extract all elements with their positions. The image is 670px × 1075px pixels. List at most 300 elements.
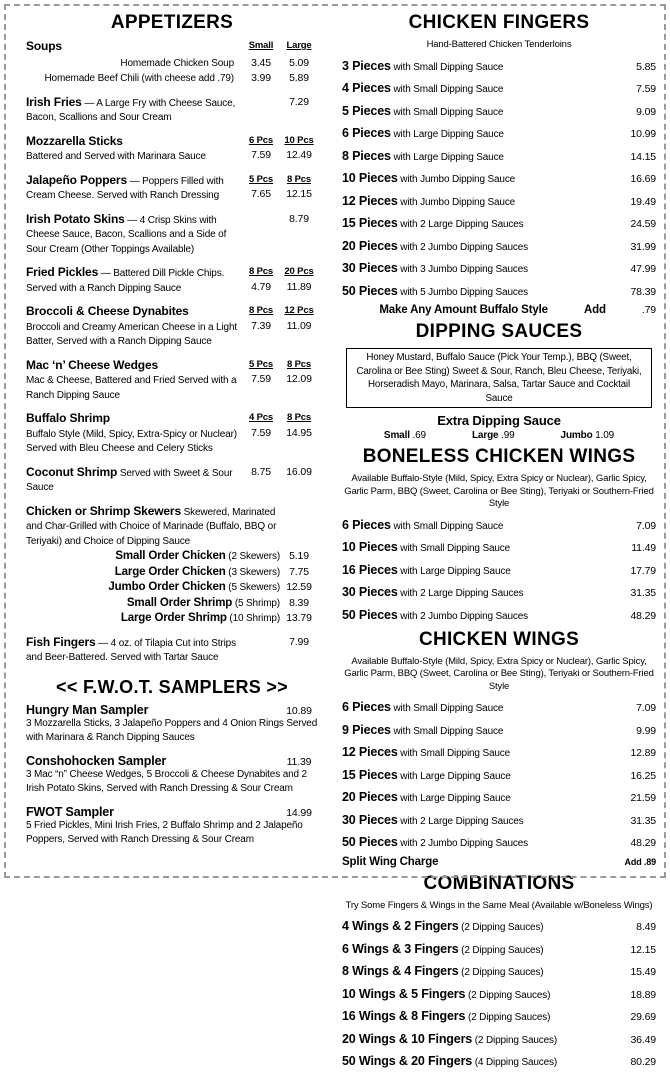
price-grid <box>242 304 318 333</box>
extra-sauce-size: Jumbo <box>560 430 593 441</box>
row-label <box>342 788 511 806</box>
item-price: 11.89 <box>286 280 312 293</box>
row-price: 19.49 <box>630 195 656 208</box>
soup-row <box>26 71 318 87</box>
menu-row <box>342 985 656 1003</box>
row-price: 31.35 <box>630 814 656 827</box>
sampler-item <box>26 703 318 746</box>
menu-row <box>342 192 656 210</box>
row-description: with Large Dipping Sauce <box>390 151 504 163</box>
row-label <box>342 147 504 165</box>
item-price: 12.15 <box>286 188 312 200</box>
row-description: (2 Dipping Sauces) <box>458 967 544 978</box>
row-label <box>342 214 524 232</box>
row-quantity: 3 Pieces <box>342 58 391 73</box>
row-quantity: 50 Pieces <box>342 283 398 298</box>
size-column-header: 8 Pcs <box>248 266 274 277</box>
price-grid <box>242 39 318 54</box>
menu-row <box>342 538 656 556</box>
row-price: 12.89 <box>630 747 656 759</box>
split-wing-price: Add .89 <box>624 856 656 867</box>
chicken-fingers-section <box>342 12 656 316</box>
row-price: 18.89 <box>630 988 656 1001</box>
sampler-row <box>26 805 318 819</box>
row-price: 48.29 <box>630 837 656 849</box>
item-price: 11.09 <box>286 319 312 332</box>
row-price: 15.49 <box>630 966 656 978</box>
menu-row <box>342 102 656 120</box>
skewer-orders <box>26 549 318 627</box>
item-name: Mac ‘n’ Cheese Wedges <box>26 357 159 372</box>
item-price: 14.99 <box>286 806 312 819</box>
item-price: 7.39 <box>251 319 271 332</box>
appetizers-column <box>26 12 318 1075</box>
row-description: (2 Dipping Sauces) <box>472 1034 558 1046</box>
item-price: 11.39 <box>286 755 312 768</box>
appetizer-item <box>26 134 318 165</box>
skewer-order-label <box>26 580 280 596</box>
item-name: Buffalo Shrimp <box>26 411 110 425</box>
menu-row <box>342 833 656 851</box>
row-price: 47.99 <box>630 263 656 275</box>
appetizer-item <box>26 358 318 404</box>
skewer-order-row <box>26 596 318 612</box>
row-description: with Large Dipping Sauce <box>390 129 504 140</box>
menu-row <box>342 583 656 601</box>
row-description: with 2 Jumbo Dipping Sauces <box>397 610 528 622</box>
row-description: with Small Dipping Sauce <box>390 703 504 714</box>
extra-sauce-price <box>561 430 615 441</box>
chicken-wings-list <box>342 698 656 851</box>
row-quantity: 8 Pieces <box>342 148 391 163</box>
row-label <box>342 766 511 784</box>
row-price: 31.35 <box>630 587 656 599</box>
item-price: 5.19 <box>289 550 309 562</box>
row-quantity: 16 Pieces <box>342 562 398 577</box>
item-description: Broccoli and Creamy American Cheese in a Light Batter, Served with a Ranch Dipping Sauce <box>26 321 237 347</box>
item-description: — A Large Fry with Cheese Sauce, Bacon, Scallions and Sour Cream <box>26 97 236 123</box>
row-description: with Jumbo Dipping Sauce <box>397 196 516 208</box>
samplers-title: << F.W.O.T. SAMPLERS >> <box>56 676 288 697</box>
appetizer-item <box>26 173 318 204</box>
row-description: with 5 Jumbo Dipping Sauces <box>397 286 528 298</box>
skewer-order-qty: (5 Skewers) <box>225 582 280 593</box>
split-wing-charge-row <box>342 856 656 868</box>
row-price: 9.09 <box>636 105 656 118</box>
skewer-order-name: Large Order Chicken <box>114 565 226 578</box>
item-price: 14.95 <box>286 426 312 439</box>
menu-row <box>342 766 656 784</box>
item-price <box>242 212 280 227</box>
chicken-fingers-title: CHICKEN FINGERS <box>408 12 590 33</box>
row-label <box>342 102 503 120</box>
size-column-header: Small <box>248 40 274 51</box>
appetizer-item <box>26 212 318 258</box>
item-price: 7.75 <box>289 565 309 578</box>
row-quantity: 50 Pieces <box>342 607 398 622</box>
size-column-header: 20 Pcs <box>284 266 314 277</box>
appetizer-item <box>26 411 318 457</box>
item-price: 12.49 <box>286 149 312 161</box>
row-quantity: 30 Pieces <box>342 261 398 275</box>
row-label <box>342 1052 557 1070</box>
row-description: (2 Dipping Sauces) <box>458 944 544 956</box>
row-price: 5.85 <box>636 60 656 73</box>
row-quantity: 15 Pieces <box>342 767 398 782</box>
extra-sauce-price <box>472 430 515 441</box>
row-label <box>342 698 503 716</box>
chicken-fingers-subtitle: Hand-Battered Chicken Tenderloins <box>426 39 572 50</box>
size-column-header: 8 Pcs <box>248 305 274 316</box>
item-name: Irish Fries <box>26 94 82 109</box>
row-quantity: 20 Wings & 10 Fingers <box>342 1031 473 1046</box>
buffalo-style-note <box>342 304 656 316</box>
item-price: 7.59 <box>251 149 271 161</box>
menu-row <box>342 237 656 255</box>
item-name: Soups <box>26 39 62 53</box>
row-description: with 3 Jumbo Dipping Sauces <box>397 264 528 275</box>
menu-row <box>342 721 656 739</box>
chicken-column <box>342 12 656 1075</box>
appetizer-text <box>26 504 318 550</box>
menu-row <box>342 917 656 935</box>
row-description: with Large Dipping Sauce <box>397 770 511 782</box>
soup-row <box>26 56 318 72</box>
row-description: (2 Dipping Sauces) <box>465 989 551 1001</box>
item-price: 7.99 <box>289 635 309 648</box>
dipping-sauces-section <box>342 321 656 441</box>
size-column-header: 8 Pcs <box>286 173 312 185</box>
item-price: 5.09 <box>289 56 309 69</box>
sampler-name: FWOT Sampler <box>26 804 114 819</box>
row-description: with Small Dipping Sauce <box>390 106 504 118</box>
menu-row <box>342 1030 656 1048</box>
row-price: 7.59 <box>636 83 656 95</box>
price-grid <box>242 635 318 650</box>
row-description: with Jumbo Dipping Sauce <box>397 174 516 185</box>
row-quantity: 6 Pieces <box>342 126 391 140</box>
skewer-order-name: Large Order Shrimp <box>120 612 227 624</box>
row-description: (4 Dipping Sauces) <box>472 1057 558 1068</box>
item-name: Irish Potato Skins <box>26 211 125 226</box>
soup-label: Homemade Chicken Soup <box>120 57 234 69</box>
buffalo-note-text: Make Any Amount Buffalo Style <box>379 304 548 316</box>
row-quantity: 30 Pieces <box>342 585 398 599</box>
item-price: 3.99 <box>251 72 271 84</box>
row-quantity: 5 Pieces <box>342 103 391 118</box>
extra-sauce-price <box>384 430 426 441</box>
menu-row <box>342 962 656 980</box>
item-description: — Battered Dill Pickle Chips. Served with a Ranch Dipping Sauce <box>26 268 225 294</box>
item-name: Chicken or Shrimp Skewers <box>26 503 181 518</box>
skewer-order-label <box>26 611 280 627</box>
split-wing-label: Split Wing Charge <box>342 855 439 868</box>
size-column-header: 10 Pcs <box>284 134 314 146</box>
soup-rows <box>26 56 318 87</box>
row-quantity: 9 Pieces <box>342 722 391 737</box>
row-price: 7.09 <box>636 702 656 714</box>
appetizer-item <box>26 304 318 350</box>
appetizer-item <box>26 95 318 126</box>
item-price: 7.59 <box>251 373 271 385</box>
row-description: (2 Dipping Sauces) <box>458 922 544 933</box>
row-quantity: 10 Pieces <box>342 540 398 554</box>
row-quantity: 10 Pieces <box>342 171 398 185</box>
row-quantity: 10 Wings & 5 Fingers <box>342 986 466 1001</box>
row-description: with Small Dipping Sauce <box>397 543 511 554</box>
size-column-header: 8 Pcs <box>286 358 312 370</box>
price-grid <box>242 212 318 227</box>
row-quantity: 50 Pieces <box>342 835 398 849</box>
sampler-row <box>26 703 318 717</box>
menu-row <box>342 811 656 829</box>
row-label <box>342 192 515 210</box>
combinations-section <box>342 873 656 1071</box>
item-price: 3.45 <box>251 56 271 69</box>
row-description: with 2 Jumbo Dipping Sauces <box>397 838 528 849</box>
item-name: Broccoli & Cheese Dynabites <box>26 304 189 318</box>
item-price: 7.65 <box>251 188 271 200</box>
menu-row <box>342 1007 656 1025</box>
row-price: 48.29 <box>630 609 656 622</box>
appetizers-title: APPETIZERS <box>110 12 234 33</box>
combinations-subtitle: Try Some Fingers & Wings in the Same Meal (Available w/Boneless Wings) <box>345 899 653 911</box>
boneless-wings-title: BONELESS CHICKEN WINGS <box>362 446 636 467</box>
row-quantity: 4 Pieces <box>342 81 391 95</box>
skewer-order-name: Jumbo Order Chicken <box>108 581 226 593</box>
item-price: 8.79 <box>289 212 309 225</box>
menu-row <box>342 169 656 187</box>
row-label <box>342 985 550 1003</box>
extra-sauce-size: Small <box>383 430 410 441</box>
row-label <box>342 57 503 75</box>
row-price: 17.79 <box>630 564 656 577</box>
row-description: with 2 Large Dipping Sauces <box>397 219 524 230</box>
extra-sauce-value: .69 <box>409 430 426 441</box>
row-label <box>342 1007 550 1025</box>
sampler-description: 5 Fried Pickles, Mini Irish Fries, 2 Buffalo Shrimp and 2 Jalapeño Poppers, Served with Ranch Dressing & Sour Cream <box>26 819 303 845</box>
skewer-order-name: Small Order Shrimp <box>126 596 233 609</box>
row-quantity: 15 Pieces <box>342 216 398 230</box>
skewer-order-label <box>26 565 280 581</box>
appetizer-item <box>26 635 318 666</box>
item-price: 8.39 <box>289 596 309 609</box>
row-label <box>342 833 528 851</box>
row-label <box>342 606 528 624</box>
extra-sauce-size: Large <box>471 430 499 441</box>
item-description: — Poppers Filled with Cream Cheese. Served with Ranch Dressing <box>26 175 224 201</box>
item-price: 5.89 <box>289 72 309 84</box>
row-description: with Small Dipping Sauce <box>390 84 504 95</box>
row-label <box>342 583 524 601</box>
row-quantity: 8 Wings & 4 Fingers <box>342 964 459 978</box>
row-price: 14.15 <box>630 150 656 163</box>
item-price: 13.79 <box>286 612 312 624</box>
row-quantity: 4 Wings & 2 Fingers <box>342 919 459 933</box>
row-price: 9.99 <box>636 724 656 737</box>
sampler-description: 3 Mozzarella Sticks, 3 Jalapeño Poppers and 4 Onion Rings Served with Marinara & Ranch Dipping Sauces <box>26 717 318 743</box>
item-description: Skewered, Marinated and Char-Grilled with Choice of Marinade (Buffalo, BBQ or Teriyaki) and Choice of Dipping Sauce <box>26 506 277 547</box>
boneless-wings-section <box>342 446 656 624</box>
row-quantity: 30 Pieces <box>342 812 398 827</box>
size-column-header: 12 Pcs <box>284 305 314 316</box>
item-price: 7.59 <box>251 426 271 439</box>
skewer-order-row <box>26 549 318 565</box>
row-quantity: 20 Pieces <box>342 790 398 804</box>
item-price <box>242 635 280 650</box>
combinations-title: COMBINATIONS <box>423 872 575 894</box>
row-price: 24.59 <box>630 218 656 230</box>
add-label: Add <box>583 304 606 316</box>
price-grid <box>242 358 318 387</box>
item-description: — 4 oz. of Tilapia Cut into Strips and Beer-Battered. Served with Tartar Sauce <box>26 637 236 663</box>
price-grid <box>242 134 318 163</box>
menu-row <box>342 940 656 958</box>
row-label <box>342 561 511 579</box>
menu-row <box>342 124 656 142</box>
chicken-fingers-list <box>342 57 656 300</box>
row-description: with Large Dipping Sauce <box>397 793 511 804</box>
skewer-order-row <box>26 580 318 596</box>
row-label <box>342 917 544 935</box>
row-description: with Small Dipping Sauce <box>390 61 504 73</box>
row-price: 16.25 <box>630 769 656 782</box>
item-price: 16.09 <box>286 465 312 478</box>
extra-sauce-title: Extra Dipping Sauce <box>437 413 561 428</box>
sauce-list-box: Honey Mustard, Buffalo Sauce (Pick Your Temp.), BBQ (Sweet, Carolina or Bee Sting) Sweet & Sour, Ranch, Bleu Cheese, Teriyaki, Horseradish Mayo, Marinara, Salsa, Tartar Sauce and Cocktail Sauce <box>346 348 652 408</box>
skewer-order-label <box>26 596 280 612</box>
row-price: 21.59 <box>630 792 656 804</box>
menu-row <box>342 606 656 624</box>
size-column-header: 5 Pcs <box>248 173 274 185</box>
row-quantity: 6 Wings & 3 Fingers <box>342 941 459 956</box>
row-price: 8.49 <box>636 921 656 933</box>
row-description: (2 Dipping Sauces) <box>465 1012 551 1023</box>
price-grid <box>242 465 318 480</box>
row-label <box>342 237 528 255</box>
row-description: with 2 Jumbo Dipping Sauces <box>397 241 528 253</box>
appetizer-item <box>26 465 318 496</box>
row-quantity: 12 Pieces <box>342 745 398 759</box>
skewer-order-qty: (3 Skewers) <box>225 566 280 578</box>
appetizer-item <box>26 39 318 87</box>
skewer-order-qty: (10 Shrimp) <box>226 613 280 624</box>
sampler-list <box>26 703 318 848</box>
menu-row <box>342 743 656 761</box>
row-price: 12.15 <box>630 943 656 956</box>
row-label <box>342 721 503 739</box>
row-quantity: 50 Wings & 20 Fingers <box>342 1054 473 1068</box>
row-price: 11.49 <box>631 542 656 554</box>
menu-row <box>342 282 656 300</box>
skewer-order-row <box>26 611 318 627</box>
appetizer-item <box>26 504 318 627</box>
price-grid <box>242 95 318 110</box>
menu-row <box>342 214 656 232</box>
row-label <box>342 516 503 534</box>
skewer-order-label <box>26 549 280 565</box>
item-name: Fish Fingers <box>26 634 96 649</box>
row-quantity: 20 Pieces <box>342 238 398 253</box>
item-price: 4.79 <box>251 280 271 293</box>
size-column-header: 6 Pcs <box>248 134 274 146</box>
row-description: with Small Dipping Sauce <box>397 748 511 759</box>
menu-row <box>342 561 656 579</box>
row-label <box>342 124 504 142</box>
row-price: 78.39 <box>630 285 656 298</box>
row-price: 7.09 <box>636 519 656 532</box>
menu-row <box>342 79 656 97</box>
row-description: with 2 Large Dipping Sauces <box>397 815 524 827</box>
row-quantity: 12 Pieces <box>342 193 398 208</box>
dipping-sauces-title: DIPPING SAUCES <box>415 321 583 342</box>
item-name: Coconut Shrimp <box>26 464 118 479</box>
row-price: 10.99 <box>630 128 656 140</box>
row-label <box>342 962 544 980</box>
chicken-wings-section <box>342 629 656 868</box>
extra-sauce-prices <box>342 430 656 441</box>
item-description: Served with Sweet & Sour Sauce <box>26 467 233 493</box>
item-description: Buffalo Style (Mild, Spicy, Extra-Spicy or Nuclear) Served with Bleu Cheese and Celery Sticks <box>26 428 237 454</box>
row-quantity: 6 Pieces <box>342 700 391 714</box>
item-description: Battered and Served with Marinara Sauce <box>26 151 206 162</box>
sampler-name: Conshohocken Sampler <box>26 753 167 768</box>
row-description: with Small Dipping Sauce <box>390 520 504 532</box>
item-description: — 4 Crisp Skins with Cheese Sauce, Bacon, Scallions and a Side of Sour Cream (Other Toppings Available) <box>26 214 227 255</box>
boneless-wings-list <box>342 516 656 624</box>
item-price: 7.29 <box>289 95 309 108</box>
row-price: 80.29 <box>630 1056 656 1068</box>
row-label <box>342 259 528 277</box>
add-price: .79 <box>641 304 656 316</box>
sampler-description: 3 Mac “n” Cheese Wedges, 5 Broccoli & Cheese Dynabites and 2 Irish Potato Skins, Served with Ranch Dressing & Sour Cream <box>26 768 307 794</box>
extra-sauce-value: 1.09 <box>592 430 615 441</box>
item-price <box>242 95 280 110</box>
skewer-order-qty: (5 Shrimp) <box>232 597 280 609</box>
appetizer-item <box>26 265 318 296</box>
size-column-header: 8 Pcs <box>286 412 312 423</box>
menu-row <box>342 788 656 806</box>
row-price: 16.69 <box>630 173 656 185</box>
row-label <box>342 538 510 556</box>
sampler-name: Hungry Man Sampler <box>26 702 149 717</box>
price-grid <box>242 411 318 440</box>
row-quantity: 6 Pieces <box>342 517 391 532</box>
row-description: with 2 Large Dipping Sauces <box>397 588 524 599</box>
row-label <box>342 743 510 761</box>
sampler-row <box>26 754 318 768</box>
item-name: Mozzarella Sticks <box>26 133 123 148</box>
row-label <box>342 811 524 829</box>
row-label <box>342 940 544 958</box>
price-grid <box>242 173 318 202</box>
size-column-header: 4 Pcs <box>248 412 274 423</box>
chicken-wings-title: CHICKEN WINGS <box>418 628 580 650</box>
sampler-item <box>26 754 318 797</box>
soup-label: Homemade Beef Chili (with cheese add .79) <box>44 73 234 84</box>
row-label <box>342 282 528 300</box>
row-description: with Large Dipping Sauce <box>397 565 511 577</box>
appetizer-list <box>26 39 318 666</box>
row-price: 36.49 <box>630 1033 656 1046</box>
row-label <box>342 79 503 97</box>
sampler-item <box>26 805 318 848</box>
item-description: Mac & Cheese, Battered and Fried Served with a Ranch Dipping Sauce <box>26 375 237 401</box>
skewer-order-row <box>26 565 318 581</box>
skewer-order-qty: (2 Skewers) <box>225 551 280 562</box>
row-description: with Small Dipping Sauce <box>390 725 504 737</box>
menu-row <box>342 1052 656 1070</box>
